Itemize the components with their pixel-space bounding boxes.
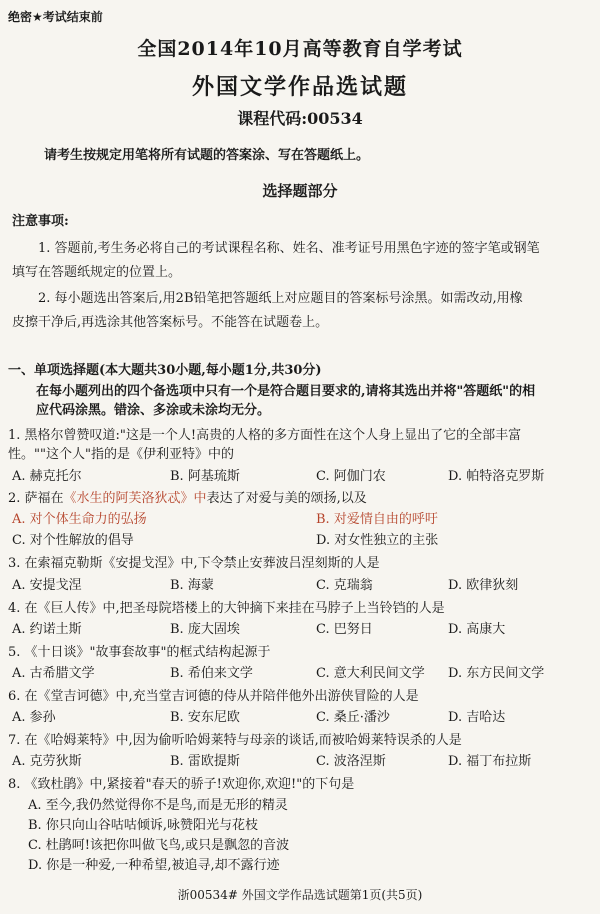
question-2-stem <box>8 490 367 508</box>
section-desc-line-2: 应代码涂黑。错涂、多涂或未涂均无分。 <box>36 403 271 418</box>
question-7-option-c: C. 波洛涅斯 <box>316 754 386 769</box>
question-2-stem-post: 表达了对爱与美的颂扬,以及 <box>206 491 367 506</box>
question-4-option-b: B. 庞大固埃 <box>170 622 240 637</box>
question-8-option-d: D. 你是一种爱,一种希望,被追寻,却不露行迹 <box>28 858 280 873</box>
page-footer: 浙00534# 外国文学作品选试题第1页(共5页) <box>177 888 423 902</box>
question-3-option-d: D. 欧律狄刻 <box>448 578 519 593</box>
question-1-stem-line-2: 性。""这个人"指的是《伊利亚特》中的 <box>8 447 234 462</box>
question-1-option-d: D. 帕特洛克罗斯 <box>448 469 545 484</box>
question-1-stem-line-1: 1. 黑格尔曾赞叹道:"这是一个人!高贵的人格的多方面性在这个人身上显出了它的全部丰富 <box>8 428 522 443</box>
notes-heading: 注意事项: <box>12 214 69 229</box>
section-title: 一、单项选择题(本大题共30小题,每小题1分,共30分) <box>8 363 322 378</box>
question-7-option-a: A. 克劳狄斯 <box>12 754 82 769</box>
question-5-stem: 5. 《十日谈》"故事套故事"的框式结构起源于 <box>8 645 271 660</box>
question-6-option-d: D. 吉哈达 <box>448 710 506 725</box>
question-8-option-b: B. 你只向山谷咕咕倾诉,咏赞阳光与花枝 <box>28 818 258 833</box>
question-1-option-c: C. 阿伽门农 <box>316 469 386 484</box>
question-5-option-a: A. 古希腊文学 <box>12 666 95 681</box>
question-6-option-b: B. 安东尼欧 <box>170 710 240 725</box>
question-2-option-a: A. 对个体生命力的弘扬 <box>12 512 147 527</box>
question-6-option-a: A. 参孙 <box>12 710 56 725</box>
question-1-option-a: A. 赫克托尔 <box>12 469 82 484</box>
question-7-option-d: D. 福丁布拉斯 <box>448 754 532 769</box>
question-8-option-c: C. 杜鹃呵!该把你叫做飞鸟,或只是飘忽的音波 <box>28 838 290 853</box>
question-6-stem: 6. 在《堂吉诃德》中,充当堂吉诃德的侍从并陪伴他外出游侠冒险的人是 <box>8 689 419 704</box>
question-4-option-c: C. 巴努日 <box>316 622 373 637</box>
question-4-option-a: A. 约诺土斯 <box>12 622 82 637</box>
secret-mark: 绝密★考试结束前 <box>8 10 103 24</box>
question-6-option-c: C. 桑丘·潘沙 <box>316 710 390 725</box>
question-2-option-c: C. 对个性解放的倡导 <box>12 533 134 548</box>
question-7-stem: 7. 在《哈姆莱特》中,因为偷听哈姆莱特与母亲的谈话,而被哈姆莱特误杀的人是 <box>8 733 462 748</box>
question-8-option-a: A. 至今,我仍然觉得你不是鸟,而是无形的精灵 <box>28 798 288 813</box>
question-2-stem-pre: 2. 萨福在 <box>8 491 64 506</box>
instruction: 请考生按规定用笔将所有试题的答案涂、写在答题纸上。 <box>44 148 370 163</box>
question-3-stem: 3. 在索福克勒斯《安提戈涅》中,下令禁止安葬波吕涅刻斯的人是 <box>8 556 380 571</box>
question-4-option-d: D. 高康大 <box>448 622 506 637</box>
question-2-option-b: B. 对爱情自由的呼吁 <box>316 512 438 527</box>
paper-title: 外国文学作品选试题 <box>191 74 408 100</box>
note-1-line-1: 1. 答题前,考生务必将自己的考试课程名称、姓名、准考证号用黑色字迹的签字笔或钢笔 <box>38 241 540 256</box>
question-5-option-b: B. 希伯来文学 <box>170 666 253 681</box>
note-2-line-2: 皮擦干净后,再选涂其他答案标号。不能答在试题卷上。 <box>12 315 329 330</box>
question-5-option-d: D. 东方民间文学 <box>448 666 545 681</box>
question-7-option-b: B. 雷欧提斯 <box>170 754 240 769</box>
question-3-option-a: A. 安提戈涅 <box>12 578 82 593</box>
part-title: 选择题部分 <box>262 182 338 200</box>
question-5-option-c: C. 意大利民间文学 <box>316 666 425 681</box>
course-code: 课程代码:00534 <box>237 109 363 128</box>
exam-title: 全国2014年10月高等教育自学考试 <box>137 38 463 60</box>
section-desc-line-1: 在每小题列出的四个备选项中只有一个是符合题目要求的,请将其选出并将"答题纸"的相 <box>36 384 536 399</box>
question-8-stem: 8. 《致杜鹃》中,紧接着"春天的骄子!欢迎你,欢迎!"的下句是 <box>8 777 355 792</box>
note-2-line-1: 2. 每小题选出答案后,用2B铅笔把答题纸上对应题目的答案标号涂黑。如需改动,用橡 <box>38 291 523 306</box>
question-2-option-d: D. 对女性独立的主张 <box>316 533 439 548</box>
question-1-option-b: B. 阿基琉斯 <box>170 469 240 484</box>
question-3-option-c: C. 克瑞翁 <box>316 578 373 593</box>
note-1-line-2: 填写在答题纸规定的位置上。 <box>12 265 182 280</box>
question-3-option-b: B. 海蒙 <box>170 578 214 593</box>
question-2-stem-highlight: 《水生的阿芙洛狄忒》中 <box>63 491 207 506</box>
question-4-stem: 4. 在《巨人传》中,把圣母院塔楼上的大钟摘下来挂在马脖子上当铃铛的人是 <box>8 601 445 616</box>
